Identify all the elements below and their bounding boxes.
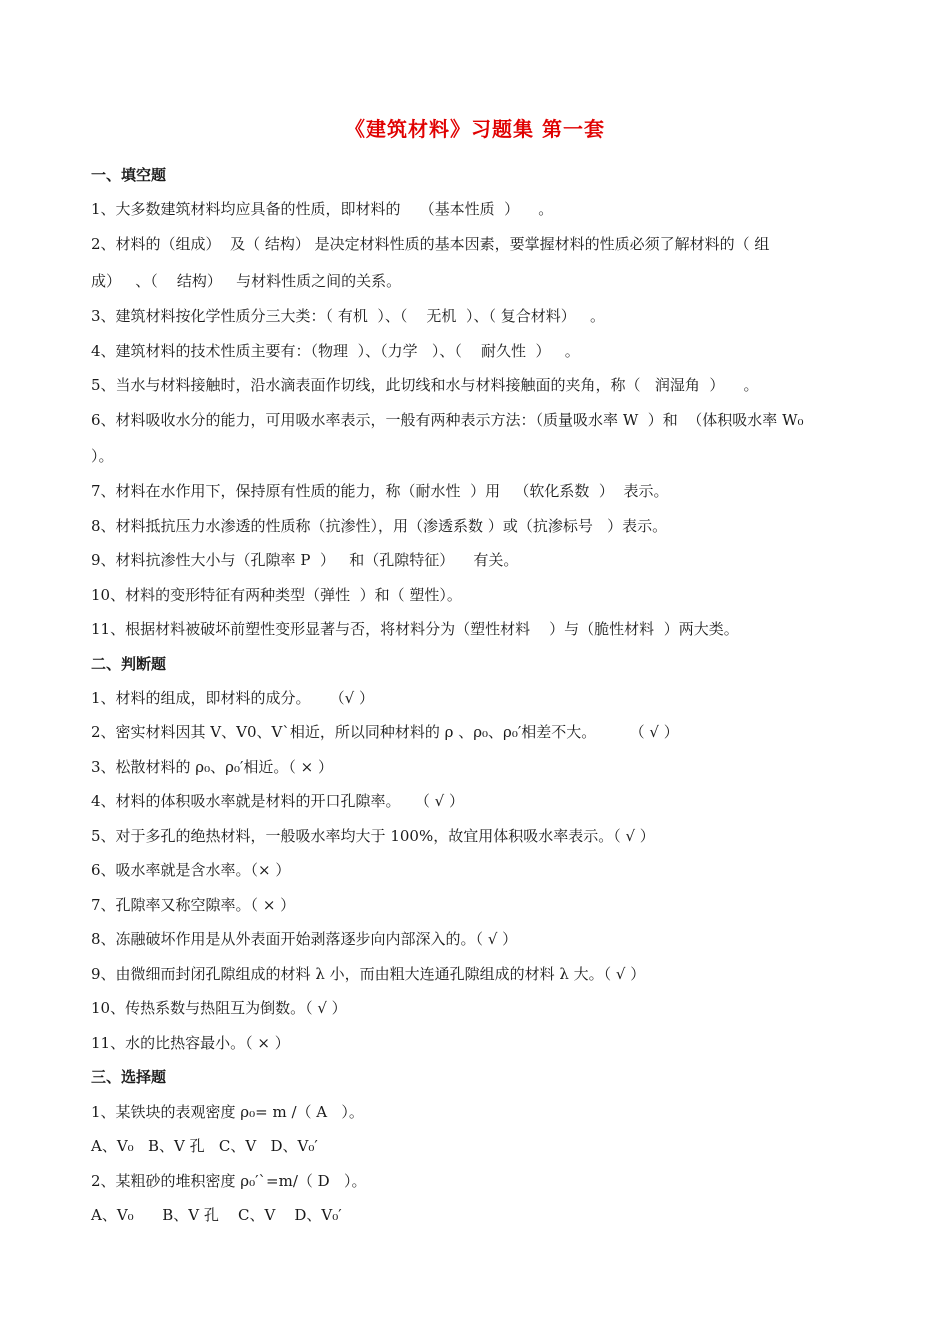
fill-line: 5、当水与材料接触时，沿水滴表面作切线，此切线和水与材料接触面的夹角，称（ 润湿角 ） 。 xyxy=(91,376,759,394)
fill-line: 成） 、（ 结构） 与材料性质之间的关系。 xyxy=(91,272,402,290)
section-heading-choice: 三、选择题 xyxy=(91,1068,167,1086)
fill-line: 3、建筑材料按化学性质分三大类：（ 有机 ）、（ 无机 ）、（ 复合材料） 。 xyxy=(91,307,606,325)
choice-line: A、V₀ B、V 孔 C、V D、V₀′ xyxy=(91,1137,318,1155)
fill-line: 6、材料吸收水分的能力，可用吸水率表示，一般有两种表示方法：（质量吸水率 W ）和 （体积吸水率 W₀ xyxy=(91,411,804,429)
judge-line: 3、松散材料的 ρ₀、ρ₀′相近。（ × ） xyxy=(91,758,333,776)
judge-line: 9、由微细而封闭孔隙组成的材料 λ 小，而由粗大连通孔隙组成的材料 λ 大。（ √ ） xyxy=(91,965,646,983)
judge-line: 8、冻融破坏作用是从外表面开始剥落逐步向内部深入的。（ √ ） xyxy=(91,930,518,948)
fill-line: 7、材料在水作用下，保持原有性质的能力，称（耐水性 ）用 （软化系数 ） 表示。 xyxy=(91,482,669,500)
judge-line: 7、孔隙率又称空隙率。（ × ） xyxy=(91,896,296,914)
choice-line: A、V₀ B、V 孔 C、V D、V₀′ xyxy=(91,1206,342,1224)
judge-line: 5、对于多孔的绝热材料，一般吸水率均大于 100%，故宜用体积吸水率表示。（ √ ） xyxy=(91,827,655,845)
fill-line: 9、材料抗渗性大小与（孔隙率 P ） 和（孔隙特征） 有关。 xyxy=(91,551,519,569)
fill-line: ）。 xyxy=(91,447,114,465)
judge-line: 1、材料的组成，即材料的成分。 （√ ） xyxy=(91,689,374,707)
fill-line: 11、根据材料被破坏前塑性变形显著与否，将材料分为（塑性材料 ）与（脆性材料 ）两大类。 xyxy=(91,620,739,638)
fill-line: 8、材料抵抗压力水渗透的性质称（抗渗性），用（渗透系数 ）或（抗渗标号 ）表示。 xyxy=(91,517,668,535)
judge-line: 2、密实材料因其 V、V0、V`相近，所以同种材料的 ρ 、ρ₀、ρ₀′相差不大。 （ √ ） xyxy=(91,723,679,741)
section-heading-fill: 一、填空题 xyxy=(91,166,167,184)
fill-line: 2、材料的（组成） 及（ 结构） 是决定材料性质的基本因素，要掌握材料的性质必须了解材料的（ 组 xyxy=(91,235,770,253)
judge-line: 10、传热系数与热阻互为倒数。（ √ ） xyxy=(91,999,347,1017)
section-heading-judge: 二、判断题 xyxy=(91,655,167,673)
fill-line: 1、大多数建筑材料均应具备的性质，即材料的 （基本性质 ） 。 xyxy=(91,200,554,218)
choice-line: 1、某铁块的表观密度 ρ₀= m /（ A ）。 xyxy=(91,1103,364,1121)
choice-line: 2、某粗砂的堆积密度 ρ₀′`=m/（ D ）。 xyxy=(91,1172,367,1190)
fill-line: 4、建筑材料的技术性质主要有：（物理 ）、（力学 ）、（ 耐久性 ） 。 xyxy=(91,342,580,360)
judge-line: 4、材料的体积吸水率就是材料的开口孔隙率。 （ √ ） xyxy=(91,792,464,810)
fill-line: 10、材料的变形特征有两种类型（弹性 ）和（ 塑性）。 xyxy=(91,586,462,604)
document-title: 《建筑材料》习题集 第一套 xyxy=(345,117,605,141)
judge-line: 11、水的比热容最小。（ × ） xyxy=(91,1034,290,1052)
judge-line: 6、吸水率就是含水率。（× ） xyxy=(91,861,291,879)
